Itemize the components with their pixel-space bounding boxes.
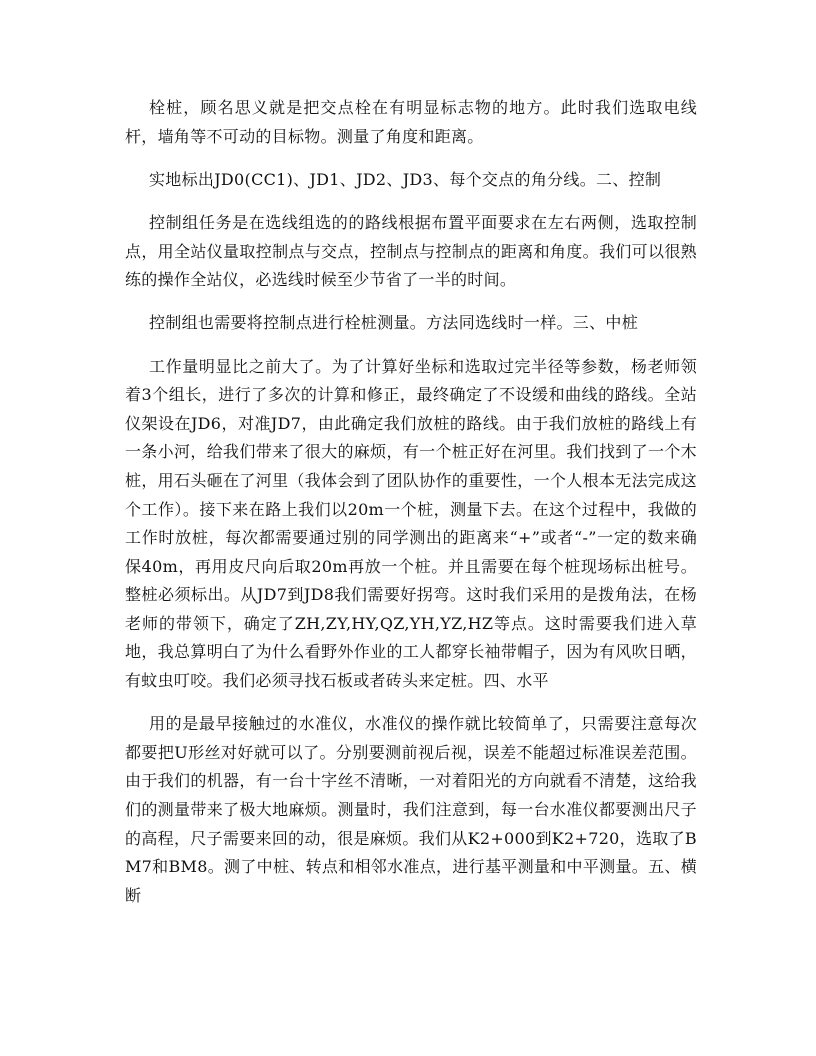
paragraph-center-stake: 工作量明显比之前大了。为了计算好坐标和选取过完半径等参数，杨老师领着3个组长，进行了多次的计算和修正，最终确定了不设缓和曲线的路线。全站仪架设在JD6，对准JD7，由此确定我们放桩的路线。由于我们放桩的路线上有一条小河，给我们带来了很大的麻烦，有一个桩正好在河里。我们找到了一个木桩，用石头砸在了河里（我体会到了团队协作的重要性，一个人根本无法完成这个工作）。接下来在路上我们以20m一个桩，测量下去。在这个过程中，我做的工作时放桩，每次都需要通过别的同学测出的距离来“+”或者“-”一定的数来确保40m，再用皮尺向后取20m再放一个桩。并且需要在每个桩现场标出桩号。整桩必须标出。从JD7到JD8我们需要好拐弯。这时我们采用的是拨角法，在杨老师的带领下，确定了ZH,ZY,HY,QZ,YH,YZ,HZ等点。这时需要我们进入草地，我总算明白了为什么看野外作业的工人都穿长袖带帽子，因为有风吹日晒，有蚊虫叮咬。我们必须寻找石板或者砖头来定桩。四、水平 (125, 356, 697, 691)
body-text (125, 94, 697, 925)
paragraph-control-task: 控制组任务是在选线组选的的路线根据布置平面要求在左右两侧，选取控制点，用全站仪量取控制点与交点，控制点与控制点的距离和角度。我们可以很熟练的操作全站仪，必选线时候至少节省了一半的时间。 (125, 212, 697, 290)
paragraph-leveling: 用的是最早接触过的水准仪，水准仪的操作就比较简单了，只需要注意每次都要把U形丝对好就可以了。分别要测前视后视，误差不能超过标准误差范围。由于我们的机器，有一台十字丝不清晰，一对着阳光的方向就看不清楚，这给我们的测量带来了极大地麻烦。测量时，我们注意到，每一台水准仪都要测出尺子的高程，尺子需要来回的动，很是麻烦。我们从K2+000到K2+720，选取了BM7和BM8。测了中桩、转点和相邻水准点，进行基平测量和中平测量。五、横断 (125, 714, 697, 905)
paragraph-stake-binding: 栓桩，顾名思义就是把交点栓在有明显标志物的地方。此时我们选取电线杆，墙角等不可动的目标物。测量了角度和距离。 (125, 98, 697, 146)
paragraph-jd-marking: 实地标出JD0(CC1)、JD1、JD2、JD3、每个交点的角分线。二、控制 (149, 169, 662, 189)
paragraph-control-stake: 控制组也需要将控制点进行栓桩测量。方法同选线时一样。三、中桩 (149, 313, 639, 333)
